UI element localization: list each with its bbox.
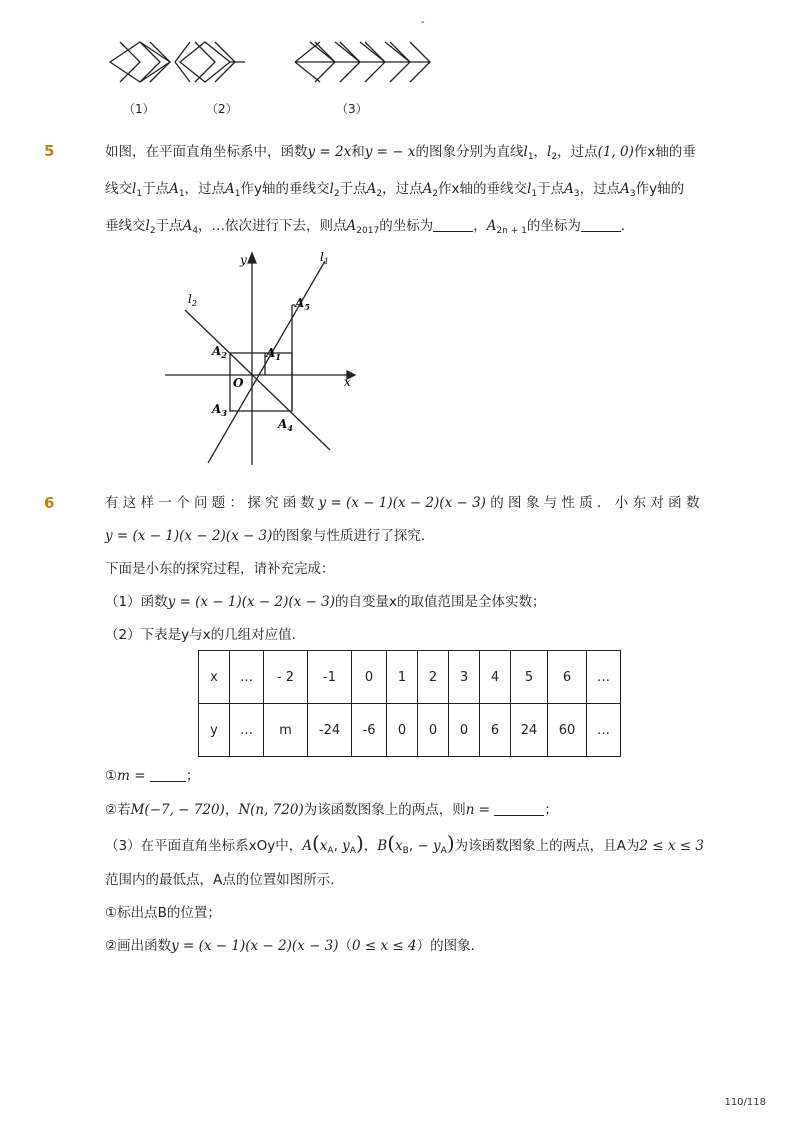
answer-blank-a2017[interactable] bbox=[433, 218, 473, 232]
table-cell: m bbox=[264, 704, 308, 757]
table-cell: - 2 bbox=[264, 651, 308, 704]
table-cell: 0 bbox=[352, 651, 387, 704]
table-cell: 60 bbox=[548, 704, 587, 757]
figure-label-2: （2） bbox=[206, 102, 238, 116]
table-cell: … bbox=[587, 651, 621, 704]
label-a4: $A_4$ bbox=[278, 417, 293, 433]
table-cell: 4 bbox=[480, 651, 511, 704]
table-cell: … bbox=[230, 651, 264, 704]
table-cell: 2 bbox=[418, 651, 449, 704]
table-cell: 24 bbox=[511, 704, 548, 757]
table-cell: -6 bbox=[352, 704, 387, 757]
table-cell: … bbox=[230, 704, 264, 757]
q6-line-2: y = (x − 1)(x − 2)(x − 3)的图象与性质进行了探究． bbox=[105, 528, 435, 544]
question-number-6: 6 bbox=[44, 494, 55, 512]
q5-line-3: 垂线交$l_2$于点$A_4$，…依次进行下去，则点$A_{2017}$的坐标为 ，$A_{2n + 1}$的坐标为 ． bbox=[105, 218, 635, 236]
table-cell: 1 bbox=[387, 651, 418, 704]
q6-line-11: ②画出函数y = (x − 1)(x − 2)(x − 3)（0 ≤ x ≤ 4）的图象． bbox=[105, 938, 485, 954]
table-cell: 6 bbox=[548, 651, 587, 704]
label-origin: O bbox=[233, 376, 244, 390]
page-indicator: 110/118 bbox=[724, 1097, 766, 1108]
table-cell: -1 bbox=[308, 651, 352, 704]
q6-line-7: ②若M(−7, − 720)，N(n, 720)为该函数图象上的两点，则n = ； bbox=[105, 802, 558, 818]
figure-label-3: （3） bbox=[336, 102, 368, 116]
label-a2: $A_2$ bbox=[212, 344, 227, 360]
label-x: x bbox=[344, 375, 351, 389]
table-row-y bbox=[199, 704, 621, 757]
q6-line-4: （1）函数y = (x − 1)(x − 2)(x − 3)的自变量x的取值范围是全体实数； bbox=[105, 594, 546, 610]
q6-line-9: 范围内的最低点，A点的位置如图所示． bbox=[105, 872, 344, 888]
values-table bbox=[198, 650, 621, 757]
label-a1: $A_1$ bbox=[266, 346, 281, 362]
q5-line-1: 如图，在平面直角坐标系中，函数y = 2x和y = − x的图象分别为直线$l_1$，$l_2$，过点(1, 0)作x轴的垂 bbox=[105, 144, 696, 162]
table-cell: 3 bbox=[449, 651, 480, 704]
table-cell: y bbox=[199, 704, 230, 757]
table-cell: -24 bbox=[308, 704, 352, 757]
q6-line-10: ①标出点B的位置； bbox=[105, 905, 221, 921]
table-cell: x bbox=[199, 651, 230, 704]
table-cell: 0 bbox=[449, 704, 480, 757]
label-l2: $l_2$ bbox=[188, 292, 197, 308]
table-cell: 5 bbox=[511, 651, 548, 704]
label-a3: $A_3$ bbox=[212, 402, 227, 418]
q6-line-3: 下面是小东的探究过程，请补充完成： bbox=[105, 561, 335, 577]
table-cell: … bbox=[587, 704, 621, 757]
label-y: y bbox=[240, 253, 247, 267]
question-number-5: 5 bbox=[44, 142, 55, 160]
table-cell: 0 bbox=[418, 704, 449, 757]
top-mark: - bbox=[421, 17, 425, 28]
line-l1 bbox=[208, 261, 325, 463]
q6-line-5: （2）下表是y与x的几组对应值． bbox=[105, 627, 306, 643]
label-l1: $l_1$ bbox=[320, 250, 329, 266]
q6-line-1: 有 这 样 一 个 问 题 ： 探 究 函 数 y = (x − 1)(x − 2)(x − 3) 的 图 象 与 性 质 ． 小 东 对 函 数 bbox=[105, 495, 700, 511]
q5-coordinate-figure bbox=[160, 245, 370, 470]
figure-label-1: （1） bbox=[123, 102, 155, 116]
q6-line-8: （3）在平面直角坐标系xOy中，$A(x_A$, $y_A$)，$B(x_B$, − $y_A$)为该函数图象上的两点，且A为2 ≤ x ≤ 3 bbox=[105, 831, 704, 856]
label-a5: $A_5$ bbox=[295, 296, 310, 312]
y-axis-arrow bbox=[248, 253, 256, 263]
table-cell: 6 bbox=[480, 704, 511, 757]
line-l2 bbox=[185, 310, 330, 450]
table-row-x bbox=[199, 651, 621, 704]
answer-blank-a2n1[interactable] bbox=[581, 218, 621, 232]
q6-line-6: ①m = ； bbox=[105, 768, 200, 784]
table-cell: 0 bbox=[387, 704, 418, 757]
answer-blank-m[interactable] bbox=[150, 768, 186, 782]
q5-line-2: 线交$l_1$于点$A_1$，过点$A_1$作y轴的垂线交$l_2$于点$A_2$，过点$A_2$作x轴的垂线交$l_1$于点$A_3$，过点$A_3$作y轴的 bbox=[105, 181, 685, 199]
answer-blank-n[interactable] bbox=[494, 802, 544, 816]
chevron-figure bbox=[100, 20, 440, 95]
